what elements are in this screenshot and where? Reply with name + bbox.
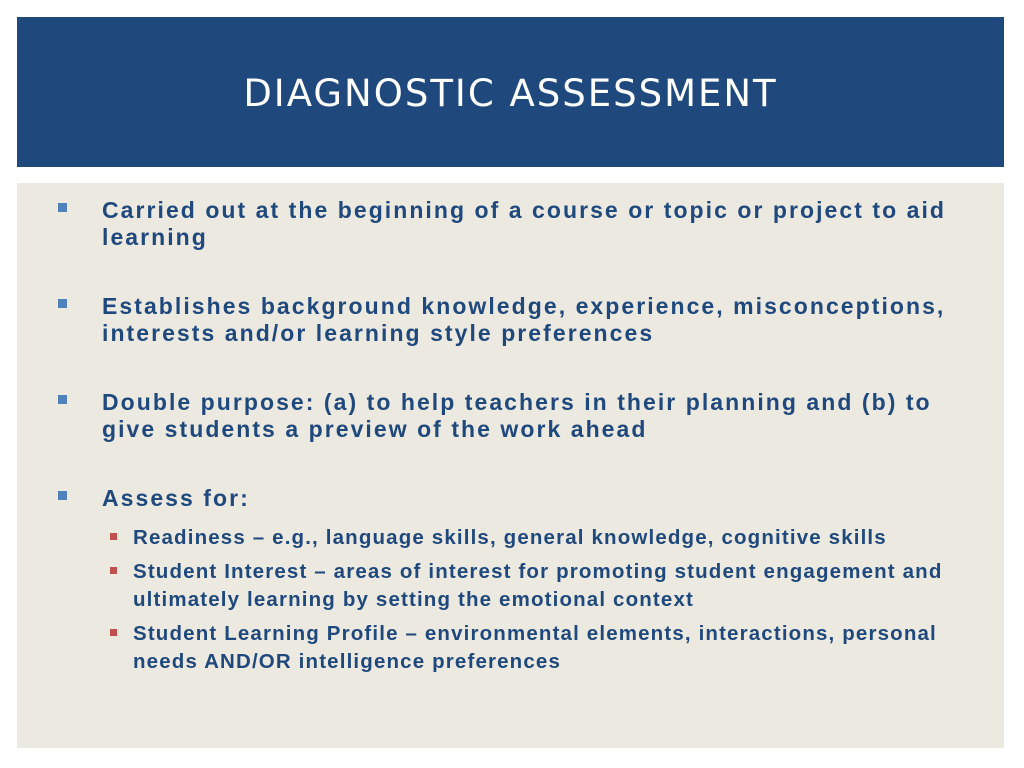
bullet-item xyxy=(77,389,977,443)
bullet-list xyxy=(77,197,977,682)
sub-bullet-text: Student Interest – areas of interest for promoting student engagement and ultimately learning by setting the emotional context xyxy=(133,560,943,611)
square-sub-bullet-icon xyxy=(110,567,117,574)
title-bar xyxy=(17,17,1004,167)
sub-bullet-item xyxy=(128,524,977,552)
bullet-text: Carried out at the beginning of a course or topic or project to aid learning xyxy=(102,197,947,250)
square-bullet-icon xyxy=(58,395,67,404)
slide-title: DIAGNOSTIC ASSESSMENT xyxy=(243,71,778,115)
square-sub-bullet-icon xyxy=(110,629,117,636)
sub-bullet-list xyxy=(102,524,977,676)
square-sub-bullet-icon xyxy=(110,533,117,540)
bullet-text: Double purpose: (a) to help teachers in their planning and (b) to give students a preview of the work ahead xyxy=(102,389,932,442)
bullet-item xyxy=(77,197,977,251)
sub-bullet-item xyxy=(128,620,977,676)
bullet-text: Establishes background knowledge, experience, misconceptions, interests and/or learning style preferences xyxy=(102,293,946,346)
content-box xyxy=(17,183,1004,748)
sub-bullet-text: Readiness – e.g., language skills, general knowledge, cognitive skills xyxy=(133,526,887,549)
bullet-item xyxy=(77,485,977,676)
square-bullet-icon xyxy=(58,203,67,212)
sub-bullet-text: Student Learning Profile – environmental elements, interactions, personal needs AND/OR intelligence preferences xyxy=(133,622,937,673)
square-bullet-icon xyxy=(58,299,67,308)
bullet-text: Assess for: xyxy=(102,485,250,511)
square-bullet-icon xyxy=(58,491,67,500)
bullet-item xyxy=(77,293,977,347)
sub-bullet-item xyxy=(128,558,977,614)
